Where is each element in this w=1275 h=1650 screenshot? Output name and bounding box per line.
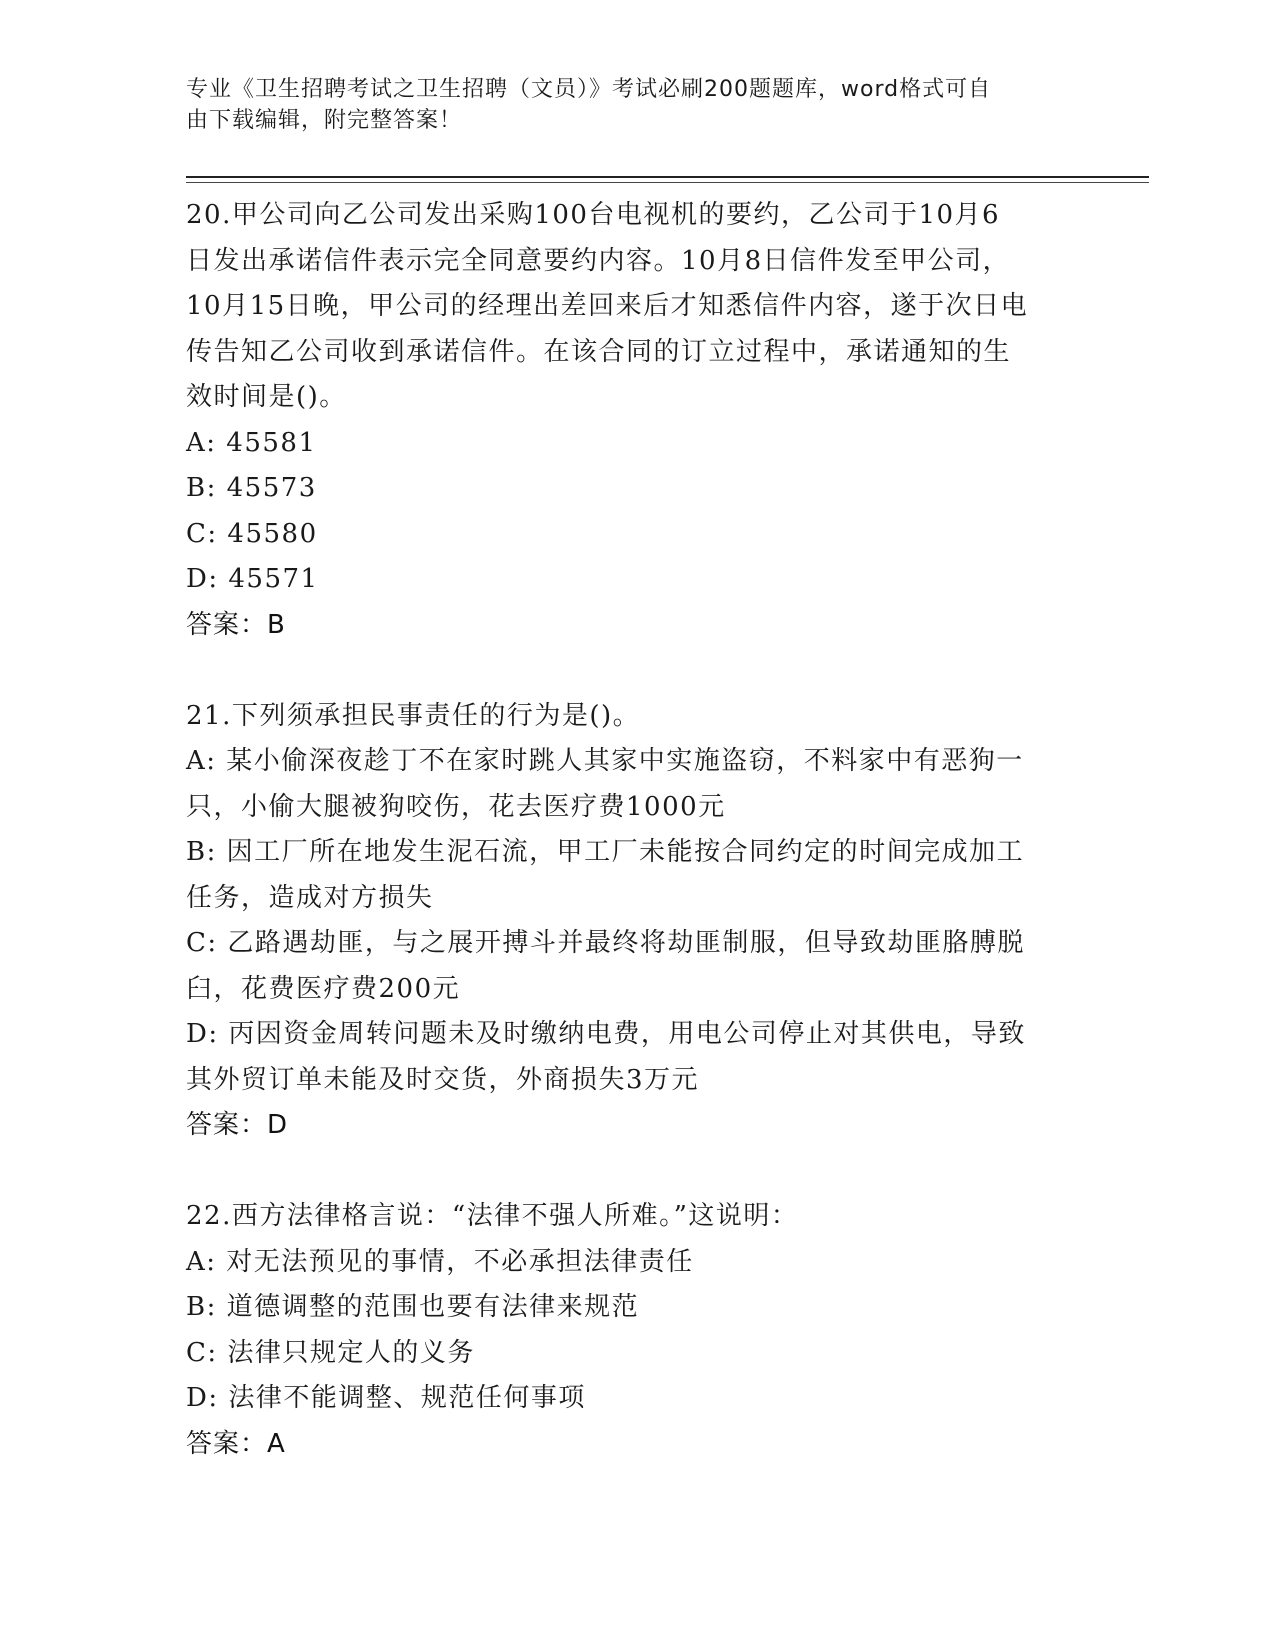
option-b: B: 45573 [186, 473, 317, 503]
option-d: D: 45571 [186, 564, 319, 594]
option-b-continuation: 任务，造成对方损失 [186, 882, 434, 913]
option-b: B: 因工厂所在地发生泥石流，甲工厂未能按合同约定的时间完成加工 [186, 837, 1025, 867]
spacer [186, 648, 1086, 694]
option-a: A: 某小偷深夜趁丁不在家时跳人其家中实施盗窃，不料家中有恶狗一 [186, 746, 1024, 776]
header-divider [186, 176, 1149, 178]
option-a-continuation: 只，小偷大腿被狗咬伤，花去医疗费1000元 [186, 791, 726, 822]
option-c: C: 45580 [186, 518, 318, 549]
answer-line: 答案：D [186, 1110, 289, 1140]
question-list [186, 193, 1086, 1467]
option-c: C: 法律只规定人的义务 [186, 1337, 475, 1368]
spacer [186, 1149, 1086, 1195]
option-a: A: 对无法预见的事情，不必承担法律责任 [186, 1246, 694, 1277]
question-block [186, 694, 1086, 1149]
document-header [186, 74, 1066, 136]
answer-line: 答案：A [186, 1428, 286, 1459]
question-stem-line: 日发出承诺信件表示完全同意要约内容。10月8日信件发至甲公司， [186, 245, 1011, 276]
question-stem-line: 10月15日晚，甲公司的经理出差回来后才知悉信件内容，遂于次日电 [186, 291, 1029, 321]
option-d-continuation: 其外贸订单未能及时交货，外商损失3万元 [186, 1064, 700, 1095]
question-stem-line: 20.甲公司向乙公司发出采购100台电视机的要约，乙公司于10月6 [186, 200, 1001, 230]
option-d: D: 法律不能调整、规范任何事项 [186, 1383, 586, 1413]
option-d: D: 丙因资金周转问题未及时缴纳电费，用电公司停止对其供电，导致 [186, 1019, 1026, 1049]
header-line: 由下载编辑，附完整答案！ [186, 108, 463, 133]
question-stem-line: 21.下列须承担民事责任的行为是()。 [186, 700, 641, 731]
question-block [186, 193, 1086, 648]
question-stem-line: 效时间是()。 [186, 382, 347, 412]
option-c: C: 乙路遇劫匪，与之展开搏斗并最终将劫匪制服，但导致劫匪胳膊脱 [186, 928, 1025, 958]
option-b: B: 道德调整的范围也要有法律来规范 [186, 1292, 640, 1322]
answer-line: 答案：B [186, 609, 286, 640]
option-c-continuation: 臼，花费医疗费200元 [186, 973, 461, 1004]
header-line: 专业《卫生招聘考试之卫生招聘（文员）》考试必刷200题题库，word格式可自 [186, 77, 992, 102]
question-stem-line: 22.西方法律格言说：“法律不强人所难。”这说明： [186, 1201, 799, 1231]
header-divider-thin [186, 182, 1149, 183]
question-stem-line: 传告知乙公司收到承诺信件。在该合同的订立过程中，承诺通知的生 [186, 336, 1012, 367]
question-block [186, 1194, 1086, 1467]
option-a: A: 45581 [186, 427, 317, 458]
